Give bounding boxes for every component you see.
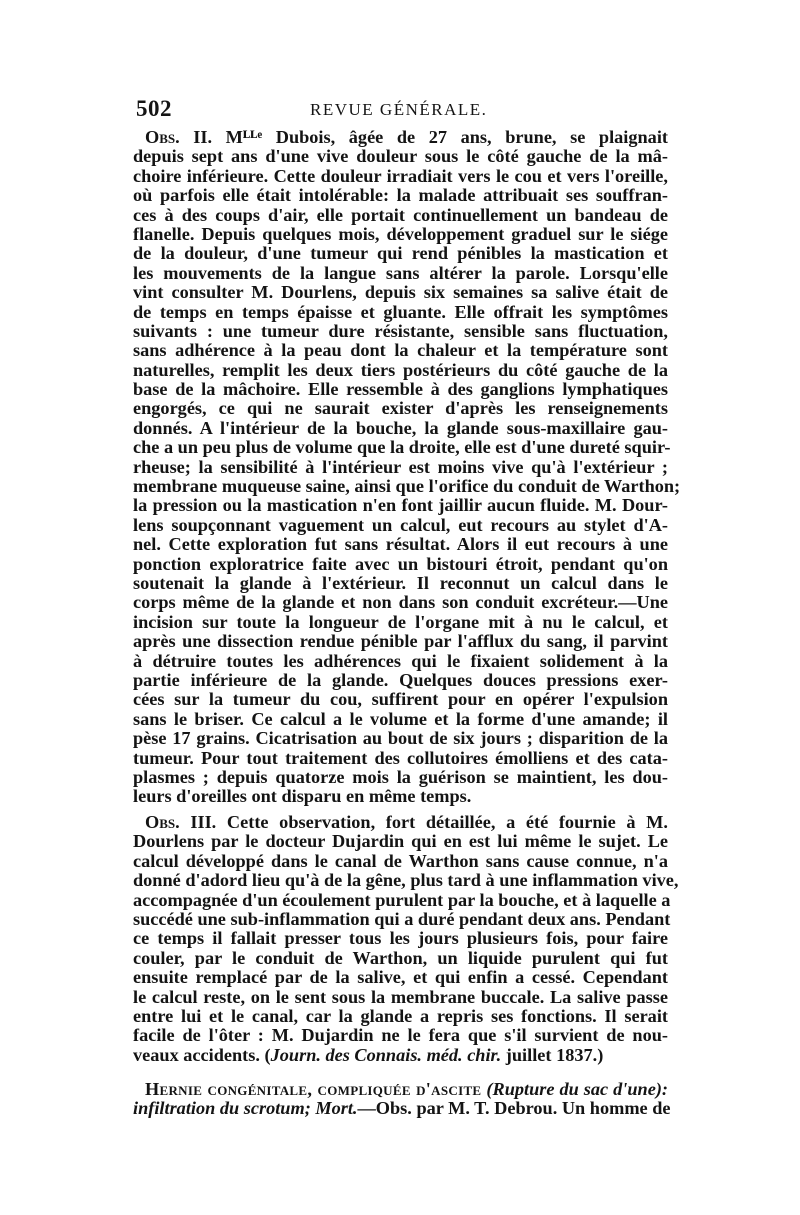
obs2-line: suivants : une tumeur dure résistante, sensible sans fluctuation, [133, 320, 668, 341]
hernie-section [133, 1079, 671, 1119]
obs2-line: soutenait la glande à l'extérieur. Il reconnut un calcul dans le [133, 572, 668, 593]
hernie-rest-line2: —Obs. par M. T. Debrou. Un homme de [357, 1098, 671, 1119]
obs2-line: leurs d'oreilles ont disparu en même temps. [133, 786, 472, 807]
hernie-line-2 [133, 1098, 671, 1119]
obs2-line: naturelles, remplit les deux tiers postérieurs du côté gauche de la [133, 359, 668, 380]
obs3-line: calcul développé dans le canal de Warthon sans cause connue, n'a [133, 850, 668, 871]
obs3-line: Dourlens par le docteur Dujardin qui en est lui même le sujet. Le [133, 831, 668, 852]
obs2-line: ces à des coups d'air, elle portait continuellement un bandeau de [133, 204, 668, 225]
obs2-line: vint consulter M. Dourlens, depuis six semaines sa salive était de [133, 282, 668, 303]
obs2-first-line [133, 128, 668, 147]
hernie-italic-paren: (Rupture du sac d'une): [486, 1079, 669, 1099]
obs2-line: plasmes ; depuis quatorze mois la guérison se maintient, les dou- [133, 766, 668, 787]
obs2-line: flanelle. Depuis quelques mois, développement graduel sur le siége [133, 223, 668, 244]
citation-date: juillet 1837.) [501, 1044, 604, 1065]
page-header [136, 96, 666, 124]
citation-journal: Journ. des Connais. méd. chir. [270, 1044, 502, 1065]
observation-2 [133, 127, 681, 807]
obs2-line: base de la mâchoire. Elle ressemble à des ganglions lymphatiques [133, 379, 668, 400]
hernie-line-1 [133, 1080, 668, 1099]
obs2-line: pèse 17 grains. Cicatrisation au bout de six jours ; disparition de la [133, 728, 668, 749]
obs2-line: membrane muqueuse saine, ainsi que l'orifice du conduit de Warthon; [133, 476, 681, 497]
obs2-line: choire inférieure. Cette douleur irradiait vers le cou et vers l'oreille, [133, 165, 668, 186]
obs2-line: che a un peu plus de volume que la droite, elle est d'une dureté squir- [133, 437, 671, 458]
obs2-line: après une dissection rendue pénible par l'afflux du sang, il parvint [133, 631, 668, 652]
obs3-line-12: veaux accidents. [133, 1044, 260, 1065]
obs2-line: nel. Cette exploration fut sans résultat. Alors il eut recours à une [133, 534, 668, 555]
obs2-line: incision sur toute la longueur de l'organe mit à nu le calcul, et [133, 611, 668, 632]
obs3-line: couler, par le conduit de Warthon, un liquide purulent qui fut [133, 947, 668, 968]
obs3-line: ce temps il fallait presser tous les jours plusieurs fois, pour faire [133, 928, 668, 949]
obs2-line: la pression ou la mastication n'en font jaillir aucun fluide. M. Dour- [133, 495, 668, 516]
obs2-line: tumeur. Pour tout traitement des collutoires émolliens et des cata- [133, 747, 668, 768]
obs2-line: ponction exploratrice faite avec un bistouri étroit, pendant qu'on [133, 553, 668, 574]
obs3-line: ensuite remplacé par de la salive, et qui enfin a cessé. Cependant [133, 967, 668, 988]
obs2-line: où parfois elle était intolérable: la malade attribuait ses souffran- [133, 185, 668, 206]
obs2-line: engorgés, ce qui ne saurait exister d'après les renseignements [133, 398, 668, 419]
citation [265, 1045, 604, 1065]
obs3-label: Obs. III. [145, 812, 217, 832]
hernie-title: Hernie congénitale, compliquée d'ascite [145, 1079, 482, 1099]
hernie-italic-line2: infiltration du scrotum; Mort. [133, 1098, 358, 1119]
obs3-last-line [133, 1046, 668, 1065]
obs2-line: à détruire toutes les adhérences qui le fixaient solidement à la [133, 650, 668, 671]
obs2-line-0: Mᴸᴸᵉ Dubois, âgée de 27 ans, brune, se plaignait [225, 127, 668, 147]
obs2-line: donnés. A l'intérieur de la bouche, la glande sous-maxillaire gau- [133, 417, 668, 438]
obs2-line: rheuse; la sensibilité à l'intérieur est moins vive qu'à l'extérieur ; [133, 456, 668, 477]
citation-open: ( [264, 1044, 271, 1065]
obs2-line: depuis sept ans d'une vive douleur sous le côté gauche de la mâ- [133, 146, 668, 167]
obs3-line: accompagnée d'un écoulement purulent par la bouche, et à laquelle a [133, 889, 671, 910]
obs3-line: facile de l'ôter : M. Dujardin ne le fera que s'il survient de nou- [133, 1025, 668, 1046]
obs3-first-line [133, 813, 668, 832]
obs2-line: sans adhérence à la peau dont la chaleur et la température sont [133, 340, 668, 361]
obs3-line: entre lui et le canal, car la glande a repris ses fonctions. Il serait [133, 1005, 668, 1026]
obs2-line: partie inférieure de la glande. Quelques douces pressions exer- [133, 669, 668, 690]
obs2-line: les mouvements de la langue sans altérer la parole. Lorsqu'elle [133, 262, 668, 283]
obs3-line-0: Cette observation, fort détaillée, a été fournie à M. [226, 812, 668, 832]
running-head: REVUE GÉNÉRALE. [310, 100, 488, 119]
observation-3 [133, 812, 679, 1065]
obs2-line: cées sur la tumeur du cou, suffirent pour en opérer l'expulsion [133, 689, 668, 710]
obs2-line: sans le briser. Ce calcul a le volume et la forme d'une amande; il [133, 708, 668, 729]
obs2-line: de temps en temps épaisse et gluante. Elle offrait les symptômes [133, 301, 668, 322]
obs2-line: de la douleur, d'une tumeur qui rend pénibles la mastication et [133, 243, 668, 264]
obs3-line: succédé une sub-inflammation qui a duré pendant deux ans. Pendant [133, 908, 671, 929]
page-number: 502 [136, 96, 172, 121]
obs2-line: lens soupçonnant vaguement un calcul, eut recours au stylet d'A- [133, 514, 668, 535]
obs3-line: le calcul reste, on le sent sous la membrane buccale. La salive passe [133, 986, 668, 1007]
obs3-line: donné d'adord lieu qu'à de la gêne, plus tard à une inflammation vive, [133, 870, 679, 891]
obs2-label: Obs. II. [145, 127, 213, 147]
obs2-line: corps même de la glande et non dans son conduit excréteur.—Une [133, 592, 668, 613]
